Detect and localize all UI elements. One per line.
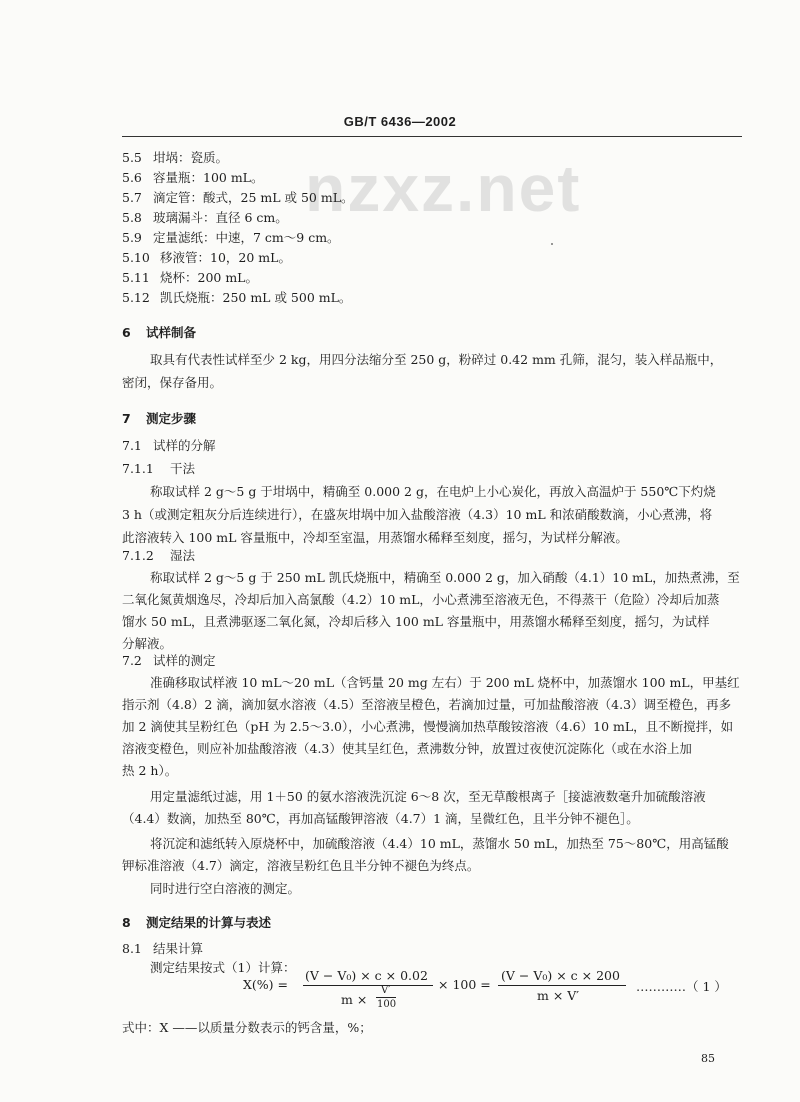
item-number: 5.10 <box>122 250 150 265</box>
subsection-title: 试样的测定 <box>153 653 216 668</box>
subsection-heading <box>122 461 195 477</box>
item-text: 移液管：10，20 mL。 <box>160 250 291 265</box>
item-text: 容量瓶：100 mL。 <box>153 170 264 185</box>
subsection-heading <box>122 941 203 957</box>
fraction-bar-2 <box>498 985 626 986</box>
formula-numerator-1: (V − V₀) × c × 0.02 <box>305 968 428 983</box>
page-number: 85 <box>701 1052 715 1065</box>
equation-number: …………（ 1 ） <box>636 979 727 994</box>
paragraph-line: 称取试样 2 g～5 g 于坩埚中，精确至 0.000 2 g，在电炉上小心炭化，再放入高温炉于 550℃下灼烧 <box>150 484 716 499</box>
item-text: 烧杯：200 mL。 <box>160 270 258 285</box>
subsection-title: 结果计算 <box>153 941 204 956</box>
item-text: 定量滤纸：中速，7 cm～9 cm。 <box>153 230 340 245</box>
paragraph-line: （4.4）数滴，加热至 80℃，再加高锰酸钾溶液（4.7）1 滴，呈微红色，且半分钟不褪色］。 <box>122 811 639 826</box>
section-number: 7 <box>122 411 131 426</box>
formula-numerator-2: (V − V₀) × c × 200 <box>501 968 620 983</box>
subsection-number: 7.1.1 <box>122 461 154 476</box>
subsection-title: 干法 <box>170 461 196 476</box>
subsection-number: 8.1 <box>122 941 142 956</box>
apparatus-item <box>122 230 340 246</box>
fraction-bar-inner <box>376 997 396 998</box>
subsection-number: 7.1.2 <box>122 548 154 563</box>
section-heading <box>122 411 196 427</box>
apparatus-item <box>122 270 258 286</box>
paragraph-line: 称取试样 2 g～5 g 于 250 mL 凯氏烧瓶中，精确至 0.000 2 g，加入硝酸（4.1）10 mL，加热煮沸，至 <box>150 570 740 585</box>
formula-mid: × 100 = <box>438 977 491 992</box>
paragraph-line: 钾标准溶液（4.7）滴定，溶液呈粉红色且半分钟不褪色为终点。 <box>122 858 480 873</box>
paragraph-line: 准确移取试样液 10 mL～20 mL（含钙量 20 mg 左右）于 200 mL 烧杯中，加蒸馏水 100 mL，甲基红 <box>150 675 740 690</box>
subsection-number: 7.1 <box>122 438 142 453</box>
standard-code-header: GB/T 6436—2002 <box>343 114 457 129</box>
header-rule <box>122 136 742 137</box>
item-number: 5.12 <box>122 290 150 305</box>
section-heading <box>122 325 196 341</box>
paragraph-line: 测定结果按式（1）计算： <box>150 960 296 975</box>
item-text: 玻璃漏斗：直径 6 cm。 <box>153 210 288 225</box>
watermark: nzxz.net <box>305 151 582 225</box>
item-text: 滴定管：酸式，25 mL 或 50 mL。 <box>153 190 354 205</box>
item-number: 5.9 <box>122 230 142 245</box>
apparatus-item <box>122 250 291 266</box>
paragraph-line: 分解液。 <box>122 636 173 651</box>
paragraph-line: 将沉淀和滤纸转入原烧杯中，加硫酸溶液（4.4）10 mL，蒸馏水 50 mL，加热至 75～80℃，用高锰酸 <box>150 836 729 851</box>
subsection-title: 湿法 <box>170 548 196 563</box>
subsection-heading <box>122 438 216 454</box>
subsection-heading <box>122 653 216 669</box>
item-text: 坩埚：瓷质。 <box>153 150 229 165</box>
item-number: 5.8 <box>122 210 142 225</box>
section-heading <box>122 915 271 931</box>
item-number: 5.11 <box>122 270 150 285</box>
paragraph-line: 指示剂（4.8）2 滴，滴加氨水溶液（4.5）至溶液呈橙色，若滴加过量，可加盐酸溶液（4.3）调至橙色，再多 <box>122 697 732 712</box>
paragraph-line: 溶液变橙色，则应补加盐酸溶液（4.3）使其呈红色，煮沸数分钟，放置过夜使沉淀陈化（或在水浴上加 <box>122 741 692 756</box>
paragraph-line: 用定量滤纸过滤，用 1＋50 的氨水溶液洗沉淀 6～8 次，至无草酸根离子［接滤液数毫升加硫酸溶液 <box>150 789 706 804</box>
apparatus-item <box>122 290 351 306</box>
apparatus-item <box>122 210 288 226</box>
section-title: 测定步骤 <box>146 411 197 426</box>
formula-inner-denominator: 100 <box>377 999 397 1010</box>
subsection-number: 7.2 <box>122 653 142 668</box>
paragraph-line: 馏水 50 mL，且煮沸驱逐二氧化氮，冷却后移入 100 mL 容量瓶中，用蒸馏水稀释至刻度，摇匀，为试样 <box>122 614 710 629</box>
subsection-heading <box>122 548 195 564</box>
paragraph-line: 此溶液转入 100 mL 容量瓶中，冷却至室温，用蒸馏水稀释至刻度，摇匀，为试样分解液。 <box>122 530 628 545</box>
paragraph-line: 3 h（或测定粗灰分后连续进行），在盛灰坩埚中加入盐酸溶液（4.3）10 mL 和浓硝酸数滴，小心煮沸，将 <box>122 507 713 522</box>
item-number: 5.7 <box>122 190 142 205</box>
formula-lhs: X(%) = <box>243 977 288 992</box>
paragraph-line: 热 2 h）。 <box>122 763 178 778</box>
item-number: 5.5 <box>122 150 142 165</box>
paragraph-line: 加 2 滴使其呈粉红色（pH 为 2.5～3.0），小心煮沸，慢慢滴加热草酸铵溶液（4.6）10 mL，且不断搅拌，如 <box>122 719 734 734</box>
item-text: 凯氏烧瓶：250 mL 或 500 mL。 <box>160 290 352 305</box>
paragraph-line: 同时进行空白溶液的测定。 <box>150 881 301 896</box>
apparatus-item <box>122 170 264 186</box>
apparatus-item <box>122 190 354 206</box>
section-number: 8 <box>122 915 131 930</box>
section-number: 6 <box>122 325 131 340</box>
section-title: 测定结果的计算与表述 <box>146 915 272 930</box>
fraction-bar-1 <box>303 985 433 986</box>
where-clause: 式中：X ——以质量分数表示的钙含量，%； <box>122 1020 372 1035</box>
paragraph-line: 密闭，保存备用。 <box>122 375 223 390</box>
scan-speck <box>551 243 553 245</box>
formula-inner-numerator: V′ <box>381 985 391 996</box>
formula-denominator-2: m × V′ <box>537 988 580 1003</box>
section-title: 试样制备 <box>146 325 197 340</box>
item-number: 5.6 <box>122 170 142 185</box>
formula-denominator-1: m × <box>341 992 368 1007</box>
paragraph-line: 取具有代表性试样至少 2 kg，用四分法缩分至 250 g，粉碎过 0.42 mm 孔筛，混匀，装入样品瓶中， <box>150 352 723 367</box>
paragraph-line: 二氧化氮黄烟逸尽，冷却后加入高氯酸（4.2）10 mL，小心煮沸至溶液无色，不得蒸干（危险）冷却后加蒸 <box>122 592 720 607</box>
apparatus-item <box>122 150 228 166</box>
subsection-title: 试样的分解 <box>153 438 216 453</box>
